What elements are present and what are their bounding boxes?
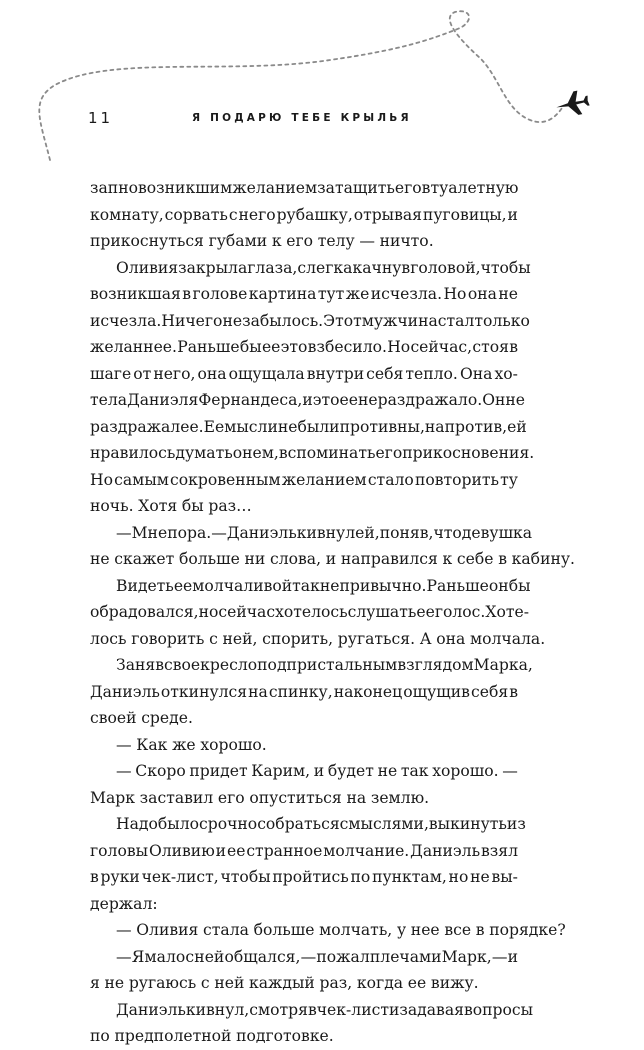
body-text [90, 175, 575, 1050]
text-line: я не ругаюсь с ней каждый раз, когда ее вижу. [90, 974, 479, 992]
text-line: — Как же хорошо. [116, 735, 267, 754]
text-line: шаге от него, она ощущала внутри себя тепло. Она хо- [90, 364, 518, 383]
text-line: — Оливия стала больше молчать, у нее все в порядке? [116, 921, 566, 939]
text-line: — Я мало с ней общался, — пожал плечами Марк, — и [116, 947, 518, 966]
text-line: держал: [90, 894, 158, 913]
text-line: Марк заставил его опуститься на землю. [90, 788, 430, 807]
text-line: в руки чек-лист, чтобы пройтись по пунктам, но не вы- [90, 868, 518, 886]
text-line: — Скоро придет Карим, и будет не так хорошо. — [116, 762, 518, 780]
text-line: головы Оливию и ее странное молчание. Даниэль взял [90, 841, 518, 860]
text-line: Но самым сокровенным желанием стало повторить ту [90, 470, 518, 489]
text-line: лось говорить с ней, спорить, ругаться. А она молчала. [90, 629, 546, 648]
text-line: не скажет больше ни слова, и направился к себе в кабину. [90, 550, 575, 568]
text-line: желаннее. Раньше бы ее это взбесило. Но сейчас, стоя в [90, 338, 518, 356]
text-line: комнату, сорвать с него рубашку, отрывая пуговицы, и [90, 205, 518, 224]
text-line: Заняв свое кресло под пристальным взглядом Марка, [116, 656, 533, 674]
text-line: Даниэль кивнул, смотря в чек-лист и задавая вопросы [116, 1000, 534, 1019]
text-line: прикоснуться губами к его телу — ничто. [90, 232, 434, 250]
text-line: возникшая в голове картина тут же исчезла. Но она не [90, 285, 518, 303]
text-line: тела Даниэля Фернандеса, и это ее не раздражало. Он не [90, 391, 525, 409]
dotted-flight-path [0, 0, 644, 150]
text-line: Оливия закрыла глаза, слегка качнув головой, чтобы [116, 258, 531, 277]
text-line: по предполетной подготовке. [90, 1027, 334, 1045]
text-line: исчезла. Ничего не забылось. Этот мужчина стал только [90, 311, 530, 330]
text-line: своей среде. [90, 709, 193, 727]
text-line: Видеть ее молчаливой так непривычно. Раньше он бы [116, 576, 531, 595]
text-line: Даниэль откинулся на спинку, наконец ощущив себя в [90, 682, 518, 701]
text-line: обрадовался, но сейчас хотелось слушать ее голос. Хоте- [90, 603, 529, 621]
text-line: раздражал ее. Ее мысли не были противны, напротив, ей [90, 417, 527, 436]
text-line: нравилось думать о нем, вспоминать его прикосновения. [90, 444, 535, 462]
running-title: Я ПОДАРЮ ТЕБЕ КРЫЛЬЯ [192, 112, 412, 124]
text-line: ночь. Хотя бы раз… [90, 497, 252, 515]
text-line: Надо было срочно собраться с мыслями, выкинуть из [116, 815, 526, 833]
airplane-icon [554, 89, 591, 119]
text-line: запно возникшим желанием затащить его в туалетную [90, 179, 519, 197]
text-line: — Мне пора. — Даниэль кивнул ей, поняв, что девушка [116, 523, 533, 542]
page-number: 11 [88, 109, 114, 127]
